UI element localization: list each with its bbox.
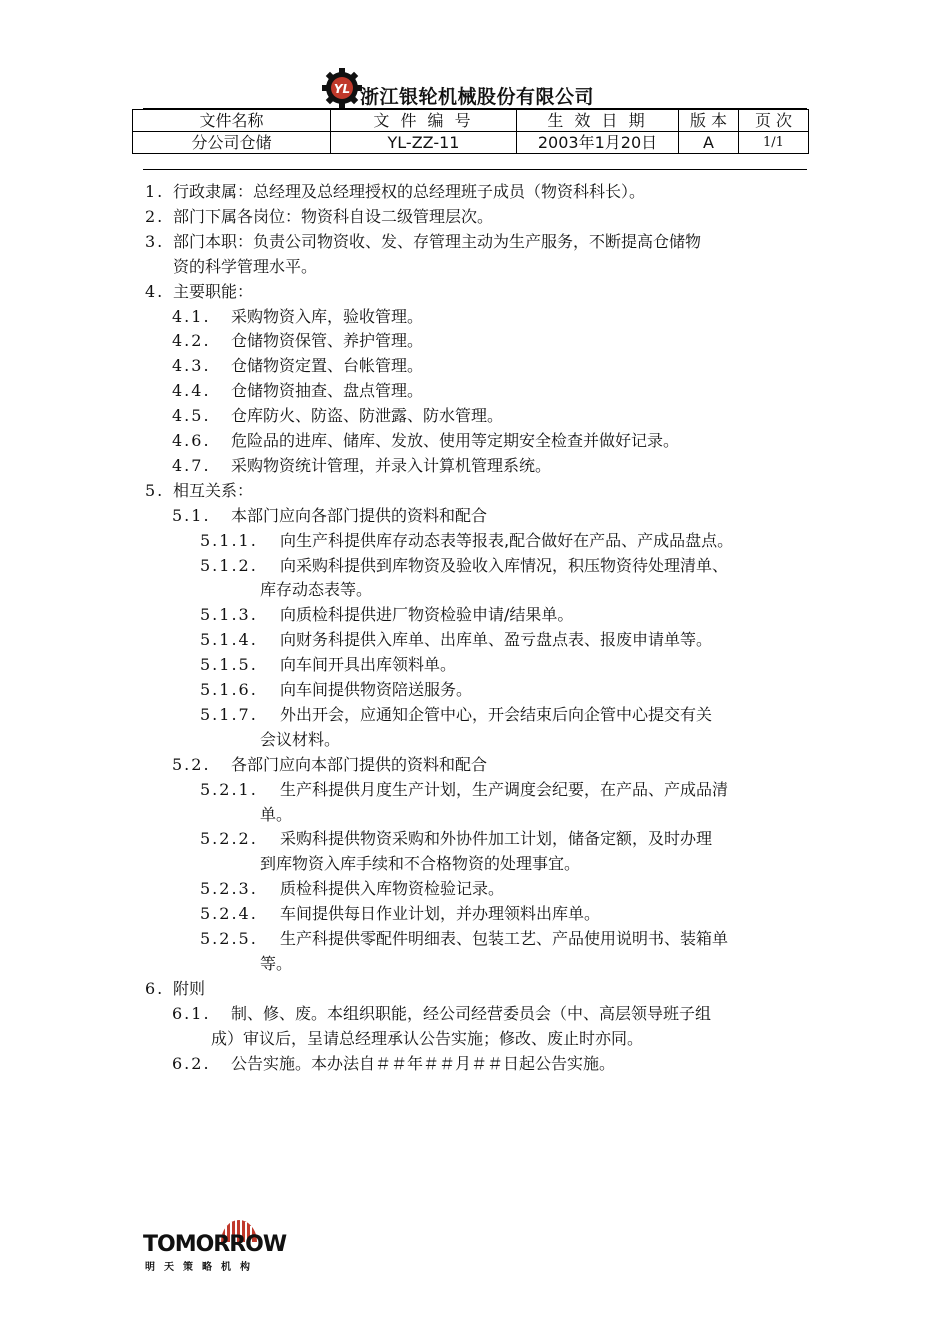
list-item-number: 3. [145, 231, 165, 251]
list-item-number: 5.2. [172, 754, 211, 774]
meta-header-row [133, 110, 809, 132]
list-item-number: 5.1.3. [200, 605, 258, 625]
list-item-text: 各部门应向本部门提供的资料和配合 [231, 754, 488, 774]
list-item-text: 制、修、废。本组织职能，经公司经营委员会（中、高层领导班子组 [231, 1003, 712, 1023]
list-item-number: 5.2.3. [200, 879, 258, 899]
list-item-text: 生产科提供零配件明细表、包装工艺、产品使用说明书、装箱单 [280, 929, 729, 948]
list-item-number: 1. [145, 182, 165, 201]
list-item-text: 主要职能： [173, 281, 254, 301]
list-item-text: 公告实施。本办法自＃＃年＃＃月＃＃日起公告实施。 [231, 1053, 616, 1073]
list-item-number: 6.2. [172, 1053, 211, 1073]
list-item-text: 资的科学管理水平。 [173, 256, 318, 276]
company-name: 浙江银轮机械股份有限公司 [360, 86, 595, 108]
list-item [200, 778, 728, 802]
list-item-text: 部门下属各岗位：物资科自设二级管理层次。 [173, 206, 494, 226]
meta-header-file-number: 文 件 编 号 [331, 110, 517, 132]
list-item-text: 质检科提供入库物资检验记录。 [280, 879, 505, 899]
list-item [172, 379, 423, 403]
list-item [200, 927, 728, 951]
meta-header-version: 版 本 [679, 110, 739, 132]
list-item [211, 1027, 643, 1051]
list-item [145, 280, 253, 304]
list-item-text: 车间提供每日作业计划，并办理领料出库单。 [280, 904, 601, 924]
list-item-number: 6. [145, 978, 165, 998]
list-item-text: 仓储物资抽查、盘点管理。 [231, 381, 424, 401]
list-item [200, 678, 472, 702]
list-item-number: 5.1.1. [200, 530, 258, 550]
list-item [172, 329, 423, 353]
list-item-text: 附则 [173, 978, 206, 998]
list-item [145, 230, 701, 254]
list-item-number: 5.2.2. [200, 829, 258, 849]
header-bottom-rule [143, 169, 807, 170]
list-item [200, 877, 504, 901]
list-item-number: 5. [145, 480, 165, 500]
list-item-text: 本部门应向各部门提供的资料和配合 [231, 505, 488, 525]
meta-value-version: A [679, 132, 739, 154]
list-item [145, 205, 493, 229]
list-item-text: 向生产科提供库存动态表等报表,配合做好在产品、产成品盘点。 [280, 530, 734, 550]
list-item-text: 仓库防火、防盗、防泄露、防水管理。 [231, 406, 504, 426]
list-item-number: 4.5. [172, 406, 211, 426]
list-item [260, 728, 340, 752]
list-item [200, 827, 712, 851]
list-item-text: 仓储物资定置、台帐管理。 [231, 356, 424, 376]
list-item-text: 采购物资入库，验收管理。 [231, 306, 424, 326]
list-item-number: 5.1.4. [200, 630, 258, 650]
list-item-number: 5.2.4. [200, 904, 258, 924]
list-item [145, 180, 645, 204]
list-item-text: 部门本职：负责公司物资收、发、存管理主动为生产服务，不断提高仓储物 [173, 231, 702, 251]
list-item-text: 成）审议后，呈请总经理承认公告实施；修改、废止时亦同。 [211, 1028, 644, 1048]
list-item-text: 会议材料。 [260, 729, 341, 749]
list-item-number: 5.1.2. [200, 555, 258, 575]
list-item [172, 454, 551, 478]
list-item [200, 603, 573, 627]
list-item-number: 5.1.6. [200, 680, 258, 699]
list-item [145, 479, 253, 503]
list-item [172, 753, 487, 777]
list-item [172, 1052, 615, 1076]
list-item-number: 4.7. [172, 455, 211, 475]
list-item [172, 429, 679, 453]
list-item-number: 5.2.1. [200, 779, 258, 799]
list-item [200, 902, 600, 926]
list-item-number: 5.1.5. [200, 655, 258, 675]
list-item-text: 向质检科提供进厂物资检验申请/结果单。 [280, 605, 574, 625]
list-item [200, 653, 456, 677]
company-header [320, 66, 640, 110]
meta-header-file-name: 文件名称 [133, 110, 331, 132]
list-item [200, 529, 733, 553]
footer-logo [143, 1212, 313, 1272]
list-item-number: 2. [145, 206, 165, 226]
list-item-number: 4.1. [172, 306, 211, 326]
list-item-text: 生产科提供月度生产计划，生产调度会纪要，在产品、产成品清 [280, 779, 729, 799]
list-item-text: 单。 [260, 804, 293, 824]
list-item-number: 4.3. [172, 356, 211, 376]
list-item-text: 行政隶属：总经理及总经理授权的总经理班子成员（物资科科长）。 [173, 182, 646, 201]
footer-brand: TOMORROW [143, 1232, 287, 1257]
list-item [260, 803, 292, 827]
list-item-text: 危险品的进库、储库、发放、使用等定期安全检查并做好记录。 [231, 431, 680, 450]
document-meta-table [132, 109, 809, 154]
list-item [172, 1002, 711, 1026]
list-item [260, 578, 372, 602]
list-item [200, 703, 712, 727]
list-item-text: 仓储物资保管、养护管理。 [231, 331, 424, 351]
meta-value-page: 1/1 [739, 132, 809, 154]
list-item-number: 4.6. [172, 431, 211, 450]
list-item [172, 354, 423, 378]
list-item-text: 库存动态表等。 [260, 580, 373, 600]
list-item-text: 采购科提供物资采购和外协件加工计划，储备定额，及时办理 [280, 829, 713, 849]
list-item [200, 628, 712, 652]
list-item-number: 4.4. [172, 381, 211, 401]
meta-value-file-number: YL-ZZ-11 [331, 132, 517, 154]
list-item-text: 向车间提供物资陪送服务。 [280, 680, 473, 699]
meta-value-row [133, 132, 809, 154]
list-item [173, 255, 317, 279]
list-item-text: 相互关系： [173, 480, 254, 500]
list-item-text: 向财务科提供入库单、出库单、盈亏盘点表、报废申请单等。 [280, 630, 713, 650]
list-item-number: 5.2.5. [200, 929, 258, 948]
list-item-text: 向采购科提供到库物资及验收入库情况，积压物资待处理清单、 [280, 555, 729, 575]
list-item [200, 554, 728, 578]
list-item-text: 等。 [260, 953, 293, 973]
list-item-number: 5.1. [172, 505, 211, 525]
meta-header-effective-date: 生 效 日 期 [517, 110, 679, 132]
meta-header-page: 页 次 [739, 110, 809, 132]
list-item-text: 外出开会，应通知企管中心，开会结束后向企管中心提交有关 [280, 704, 713, 724]
list-item [145, 977, 205, 1001]
list-item-text: 到库物资入库手续和不合格物资的处理事宜。 [260, 854, 581, 874]
list-item-number: 6.1. [172, 1003, 211, 1023]
list-item-number: 4.2. [172, 331, 211, 351]
company-gear-logo-icon [320, 66, 364, 110]
list-item [172, 404, 503, 428]
list-item [172, 305, 423, 329]
list-item [172, 504, 487, 528]
footer-tagline: 明天策略机构 [145, 1262, 259, 1273]
list-item-number: 4. [145, 281, 165, 301]
list-item-number: 5.1.7. [200, 704, 258, 724]
meta-value-file-name: 分公司仓储 [133, 132, 331, 154]
list-item-text: 向车间开具出库领料单。 [280, 655, 457, 675]
meta-value-effective-date: 2003年1月20日 [517, 132, 679, 154]
logo-text: YL [333, 82, 351, 96]
list-item-text: 采购物资统计管理，并录入计算机管理系统。 [231, 455, 552, 475]
list-item [260, 952, 292, 976]
list-item [260, 852, 580, 876]
